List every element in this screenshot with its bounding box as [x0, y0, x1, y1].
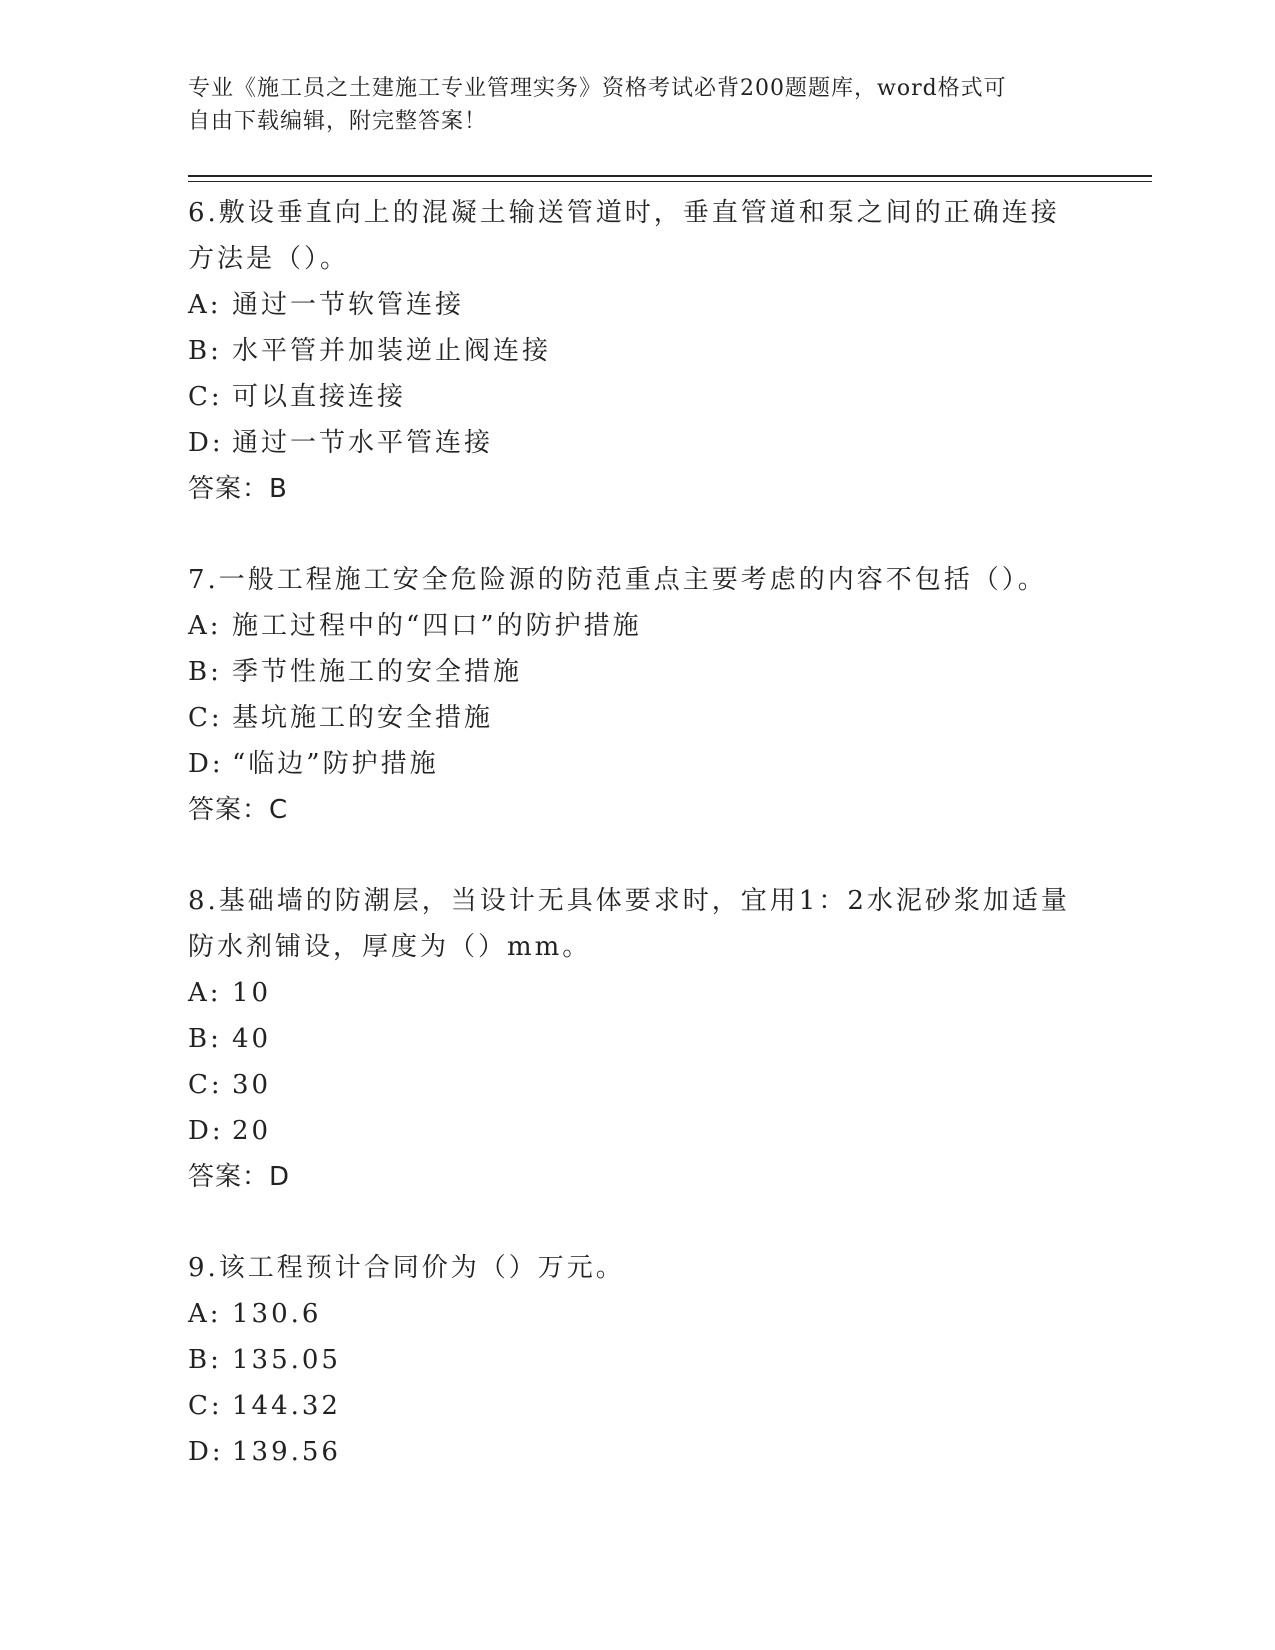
option-key: B: [188, 657, 222, 687]
option-key: B: [188, 1345, 222, 1375]
option-key: B: [188, 1024, 222, 1054]
question-stem-line: 8.基础墙的防潮层，当设计无具体要求时，宜用1：2水泥砂浆加适量 [188, 886, 1070, 916]
option-d [188, 1108, 1088, 1154]
option-key: A: [188, 290, 222, 320]
answer-line: 答案：C [188, 795, 289, 825]
document-header [188, 72, 1068, 138]
option-text: 144.32 [232, 1391, 341, 1421]
option-c [188, 374, 1088, 420]
option-text: 施工过程中的“四口”的防护措施 [232, 611, 642, 641]
question-9 [188, 1245, 1088, 1475]
option-d [188, 420, 1088, 466]
option-key: A: [188, 1299, 222, 1329]
option-text: 30 [232, 1070, 272, 1100]
option-a [188, 1291, 1088, 1337]
option-key: D: [188, 428, 224, 458]
option-d [188, 1429, 1088, 1475]
option-text: 通过一节软管连接 [232, 290, 465, 320]
option-key: D: [188, 1437, 224, 1467]
option-key: A: [188, 978, 222, 1008]
option-text: 基坑施工的安全措施 [232, 703, 494, 733]
answer-line: 答案：B [188, 474, 288, 504]
header-divider-thin [188, 181, 1152, 182]
option-text: 139.56 [232, 1437, 341, 1467]
question-stem-line: 方法是（）。 [188, 244, 350, 274]
question-stem-line: 6.敷设垂直向上的混凝土输送管道时，垂直管道和泵之间的正确连接 [188, 198, 1060, 228]
option-b [188, 328, 1088, 374]
option-key: C: [188, 382, 223, 412]
option-text: 可以直接连接 [232, 382, 407, 412]
option-key: D: [188, 749, 224, 779]
option-text: 20 [232, 1116, 272, 1146]
question-6 [188, 190, 1088, 512]
option-text: 水平管并加装逆止阀连接 [232, 336, 552, 366]
option-key: A: [188, 611, 222, 641]
option-c [188, 695, 1088, 741]
option-key: C: [188, 1070, 223, 1100]
header-divider-thick [188, 175, 1152, 177]
question-stem-line: 7.一般工程施工安全危险源的防范重点主要考虑的内容不包括（）。 [188, 565, 1047, 595]
option-c [188, 1383, 1088, 1429]
option-key: C: [188, 1391, 223, 1421]
option-key: D: [188, 1116, 224, 1146]
header-line-1: 专业《施工员之土建施工专业管理实务》资格考试必背200题题库，word格式可 [188, 76, 1007, 101]
question-7 [188, 557, 1088, 833]
header-line-2: 自由下载编辑，附完整答案！ [188, 109, 488, 134]
option-text: 10 [232, 978, 272, 1008]
question-8 [188, 878, 1088, 1200]
option-b [188, 1337, 1088, 1383]
option-text: “临边”防护措施 [232, 749, 439, 779]
question-stem-line: 9.该工程预计合同价为（）万元。 [188, 1253, 625, 1283]
question-list [188, 190, 1088, 1520]
option-text: 季节性施工的安全措施 [232, 657, 523, 687]
option-key: B: [188, 336, 222, 366]
option-c [188, 1062, 1088, 1108]
option-text: 135.05 [232, 1345, 341, 1375]
option-text: 40 [232, 1024, 272, 1054]
option-b [188, 1016, 1088, 1062]
answer-line: 答案：D [188, 1162, 291, 1192]
question-stem-line: 防水剂铺设，厚度为（）mm。 [188, 932, 592, 962]
option-a [188, 282, 1088, 328]
option-text: 通过一节水平管连接 [232, 428, 494, 458]
option-d [188, 741, 1088, 787]
option-a [188, 603, 1088, 649]
option-b [188, 649, 1088, 695]
option-text: 130.6 [232, 1299, 322, 1329]
option-key: C: [188, 703, 223, 733]
option-a [188, 970, 1088, 1016]
